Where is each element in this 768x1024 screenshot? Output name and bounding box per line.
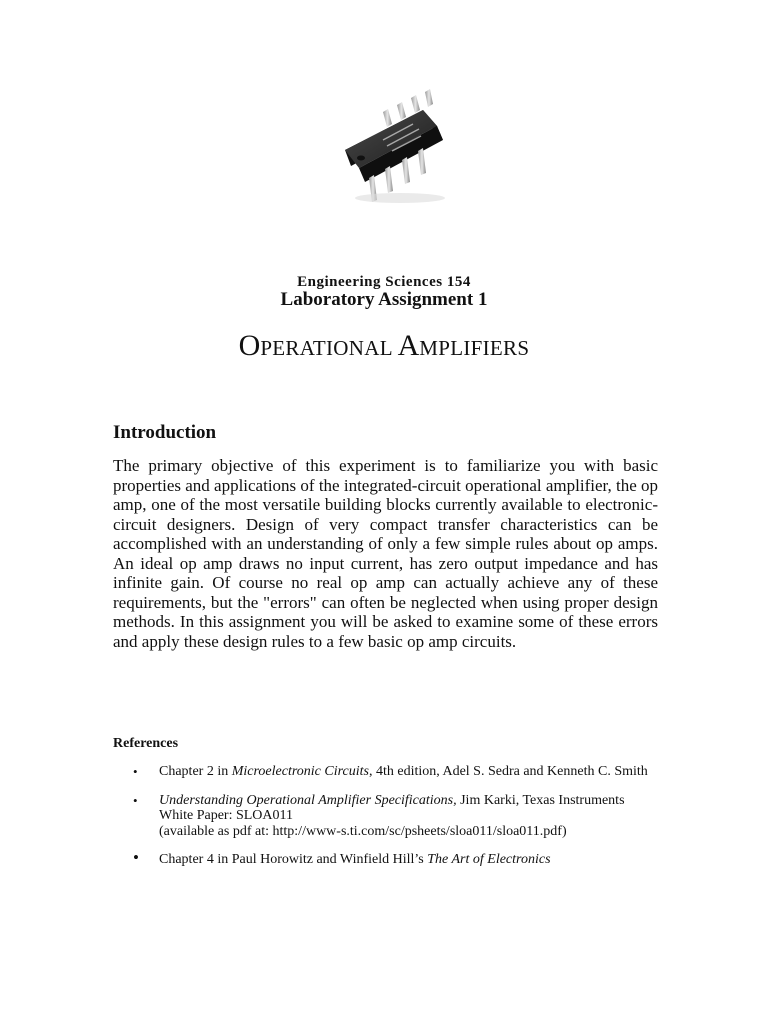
reference-text: Chapter 4 in Paul Horowitz and Winfield Hill’s <box>159 852 428 867</box>
introduction-paragraph: The primary objective of this experiment is to familiarize you with basic properties and applications of the integrated-circuit operational amplifier, the op amp, one of the most versatile building blocks currently available to electronic-circuit designers. Design of very compact transfer characteristics can be accomplished with an understanding of only a few simple rules about op amps. An ideal op amp draws no input current, has zero output impedance and has infinite gain. Of course no real op amp can actually achieve any of these requirements, but the "errors" can often be neglected when using proper design methods. In this assignment you will be asked to examine some of these errors and apply these design rules to a few basic op amp circuits. <box>113 456 659 651</box>
reference-title: The Art of Electronics <box>427 852 551 867</box>
reference-item <box>113 848 673 868</box>
bullet: • <box>133 764 138 779</box>
references-list <box>113 764 673 881</box>
title-part: A <box>397 329 420 362</box>
reference-text: Chapter 2 in <box>159 764 232 779</box>
reference-title: Understanding Operational Amplifier Specifications, <box>159 792 457 808</box>
title-part: MPLIFIERS <box>419 336 530 360</box>
document-title <box>0 328 768 366</box>
title-part: O <box>238 329 261 362</box>
reference-title: Microelectronic Circuits <box>231 764 369 779</box>
bullet: • <box>133 792 138 808</box>
reference-text: , 4th edition, Adel S. Sedra and Kenneth C. Smith <box>368 764 648 779</box>
introduction-heading: Introduction <box>113 422 217 443</box>
title-part: PERATIONAL <box>260 336 398 360</box>
references-heading: References <box>113 736 179 751</box>
bullet: • <box>133 848 139 867</box>
reference-text: Jim Karki, Texas Instruments <box>456 792 625 808</box>
course-name: Engineering Sciences 154 <box>297 274 471 290</box>
op-amp-chip-image <box>325 80 455 210</box>
reference-url: (available as pdf at: http://www-s.ti.com/sc/psheets/sloa011/sloa011.pdf) <box>159 823 567 839</box>
lab-assignment-title: Laboratory Assignment 1 <box>280 289 488 310</box>
reference-item <box>113 764 673 780</box>
reference-detail: White Paper: SLOA011 <box>159 808 294 823</box>
reference-item <box>113 793 673 840</box>
